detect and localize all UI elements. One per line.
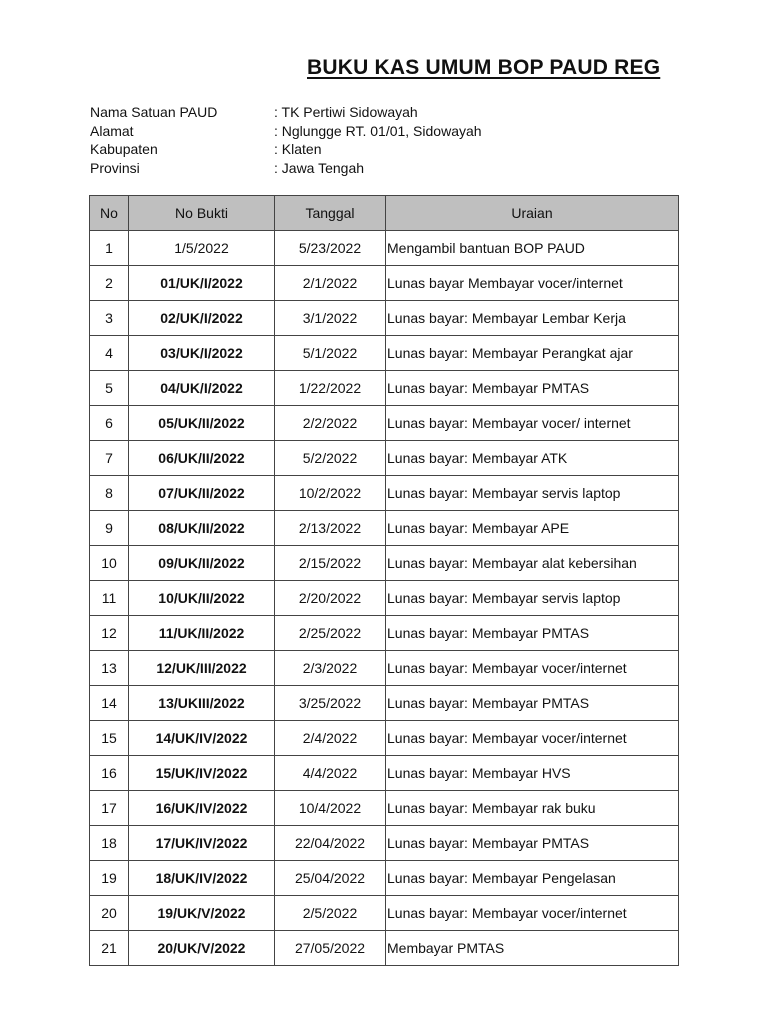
cell-tanggal: 2/1/2022 [275, 266, 386, 301]
table-row [90, 406, 679, 441]
cell-no-bukti: 08/UK/II/2022 [129, 511, 275, 546]
cell-no-bukti: 07/UK/II/2022 [129, 476, 275, 511]
cell-no: 14 [90, 686, 129, 721]
table-row [90, 686, 679, 721]
cell-tanggal: 27/05/2022 [275, 931, 386, 966]
cell-uraian: Lunas bayar: Membayar vocer/internet [386, 721, 679, 756]
cell-tanggal: 5/1/2022 [275, 336, 386, 371]
cell-uraian: Lunas bayar: Membayar vocer/internet [386, 896, 679, 931]
cell-uraian: Mengambil bantuan BOP PAUD [386, 231, 679, 266]
cell-tanggal: 2/25/2022 [275, 616, 386, 651]
document-title: BUKU KAS UMUM BOP PAUD REG [307, 56, 661, 79]
cell-uraian: Lunas bayar: Membayar APE [386, 511, 679, 546]
table-row [90, 581, 679, 616]
info-value: : Klaten [274, 140, 321, 159]
table-row [90, 231, 679, 266]
info-label: Nama Satuan PAUD [90, 104, 218, 120]
cell-no-bukti: 16/UK/IV/2022 [129, 791, 275, 826]
header-no: No [90, 196, 129, 231]
table-row [90, 301, 679, 336]
table-row [90, 791, 679, 826]
table-row [90, 651, 679, 686]
table-row [90, 511, 679, 546]
cell-no: 4 [90, 336, 129, 371]
cell-tanggal: 5/2/2022 [275, 441, 386, 476]
cell-uraian: Lunas bayar: Membayar PMTAS [386, 371, 679, 406]
cell-uraian: Lunas bayar: Membayar PMTAS [386, 616, 679, 651]
cell-uraian: Lunas bayar: Membayar rak buku [386, 791, 679, 826]
cell-tanggal: 5/23/2022 [275, 231, 386, 266]
table-row [90, 756, 679, 791]
cell-no: 21 [90, 931, 129, 966]
cell-no-bukti: 13/UKIII/2022 [129, 686, 275, 721]
info-row-nama [90, 103, 482, 122]
cell-no: 3 [90, 301, 129, 336]
cell-no: 9 [90, 511, 129, 546]
table-row [90, 266, 679, 301]
header-tanggal: Tanggal [275, 196, 386, 231]
cell-no: 13 [90, 651, 129, 686]
cell-uraian: Lunas bayar: Membayar HVS [386, 756, 679, 791]
table-body [90, 231, 679, 966]
cell-uraian: Lunas bayar: Membayar servis laptop [386, 476, 679, 511]
table-row [90, 931, 679, 966]
table-row [90, 546, 679, 581]
table-row [90, 861, 679, 896]
cell-no-bukti: 15/UK/IV/2022 [129, 756, 275, 791]
cell-no: 1 [90, 231, 129, 266]
table-row [90, 826, 679, 861]
info-label: Kabupaten [90, 141, 158, 157]
cell-tanggal: 2/3/2022 [275, 651, 386, 686]
info-row-kabupaten [90, 140, 482, 159]
cell-tanggal: 1/22/2022 [275, 371, 386, 406]
cell-no-bukti: 05/UK/II/2022 [129, 406, 275, 441]
cell-tanggal: 3/25/2022 [275, 686, 386, 721]
header-uraian: Uraian [386, 196, 679, 231]
cell-tanggal: 3/1/2022 [275, 301, 386, 336]
cell-uraian: Lunas bayar: Membayar vocer/internet [386, 651, 679, 686]
cell-no-bukti: 18/UK/IV/2022 [129, 861, 275, 896]
table-row [90, 441, 679, 476]
cell-no-bukti: 12/UK/III/2022 [129, 651, 275, 686]
cell-no-bukti: 04/UK/I/2022 [129, 371, 275, 406]
header-no-bukti: No Bukti [129, 196, 275, 231]
cell-uraian: Membayar PMTAS [386, 931, 679, 966]
info-label: Alamat [90, 122, 134, 139]
cell-no: 7 [90, 441, 129, 476]
cell-no: 19 [90, 861, 129, 896]
cell-tanggal: 10/2/2022 [275, 476, 386, 511]
cell-no-bukti: 02/UK/I/2022 [129, 301, 275, 336]
cell-no: 2 [90, 266, 129, 301]
cell-no-bukti: 19/UK/V/2022 [129, 896, 275, 931]
info-value: : TK Pertiwi Sidowayah [274, 103, 418, 122]
cell-no-bukti: 11/UK/II/2022 [129, 616, 275, 651]
cell-no-bukti: 03/UK/I/2022 [129, 336, 275, 371]
cell-tanggal: 22/04/2022 [275, 826, 386, 861]
cell-tanggal: 25/04/2022 [275, 861, 386, 896]
info-label: Provinsi [90, 159, 140, 176]
cell-uraian: Lunas bayar: Membayar alat kebersihan [386, 546, 679, 581]
cell-tanggal: 2/15/2022 [275, 546, 386, 581]
cell-uraian: Lunas bayar: Membayar PMTAS [386, 826, 679, 861]
cell-no-bukti: 20/UK/V/2022 [129, 931, 275, 966]
cell-no: 11 [90, 581, 129, 616]
info-row-provinsi [90, 159, 482, 178]
cell-uraian: Lunas bayar: Membayar servis laptop [386, 581, 679, 616]
cell-no: 8 [90, 476, 129, 511]
title-container [0, 56, 678, 86]
cell-tanggal: 10/4/2022 [275, 791, 386, 826]
info-value: : Nglungge RT. 01/01, Sidowayah [274, 122, 482, 141]
cell-tanggal: 2/2/2022 [275, 406, 386, 441]
cell-no-bukti: 09/UK/II/2022 [129, 546, 275, 581]
cell-no-bukti: 06/UK/II/2022 [129, 441, 275, 476]
cell-no: 17 [90, 791, 129, 826]
cell-no: 16 [90, 756, 129, 791]
cell-uraian: Lunas bayar: Membayar Pengelasan [386, 861, 679, 896]
cell-uraian: Lunas bayar: Membayar Perangkat ajar [386, 336, 679, 371]
cell-uraian: Lunas bayar: Membayar Lembar Kerja [386, 301, 679, 336]
table-row [90, 721, 679, 756]
cell-no: 5 [90, 371, 129, 406]
cell-no-bukti: 17/UK/IV/2022 [129, 826, 275, 861]
cell-tanggal: 2/5/2022 [275, 896, 386, 931]
cell-uraian: Lunas bayar Membayar vocer/internet [386, 266, 679, 301]
cell-uraian: Lunas bayar: Membayar vocer/ internet [386, 406, 679, 441]
cell-uraian: Lunas bayar: Membayar ATK [386, 441, 679, 476]
cell-no: 20 [90, 896, 129, 931]
cell-no: 15 [90, 721, 129, 756]
cell-no-bukti: 14/UK/IV/2022 [129, 721, 275, 756]
info-block [90, 103, 482, 177]
table-header-row [90, 196, 679, 231]
ledger-table [89, 195, 679, 966]
cell-no-bukti: 1/5/2022 [129, 231, 275, 266]
cell-no: 18 [90, 826, 129, 861]
table-row [90, 896, 679, 931]
cell-no: 10 [90, 546, 129, 581]
cell-tanggal: 2/20/2022 [275, 581, 386, 616]
table-row [90, 476, 679, 511]
cell-no: 12 [90, 616, 129, 651]
cell-uraian: Lunas bayar: Membayar PMTAS [386, 686, 679, 721]
info-row-alamat [90, 122, 482, 141]
cell-no-bukti: 01/UK/I/2022 [129, 266, 275, 301]
info-value: : Jawa Tengah [274, 159, 364, 178]
cell-tanggal: 2/4/2022 [275, 721, 386, 756]
table-row [90, 336, 679, 371]
cell-no: 6 [90, 406, 129, 441]
table-row [90, 371, 679, 406]
cell-tanggal: 4/4/2022 [275, 756, 386, 791]
table-row [90, 616, 679, 651]
cell-no-bukti: 10/UK/II/2022 [129, 581, 275, 616]
cell-tanggal: 2/13/2022 [275, 511, 386, 546]
